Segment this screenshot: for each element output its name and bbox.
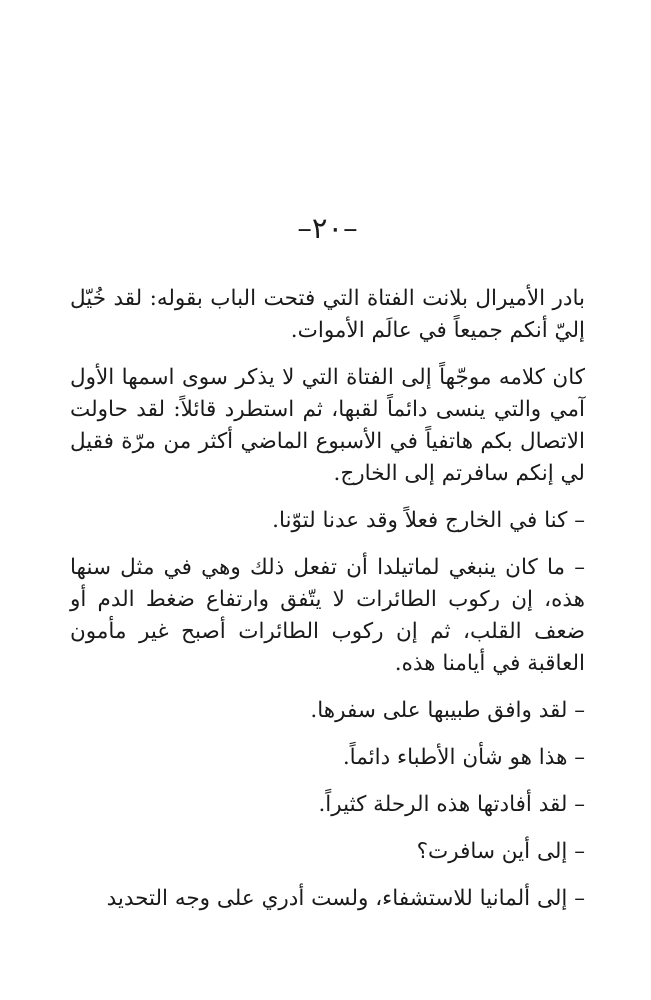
dialogue-line-1: – كنا في الخارج فعلاً وقد عدنا لتوّنا.: [272, 508, 585, 533]
page-body: [70, 283, 585, 915]
paragraph-1: بادر الأميرال بلانت الفتاة التي فتحت الباب بقوله: لقد خُيّل إليّ أنكم جميعاً في عالَم الأموات.: [70, 286, 585, 343]
dialogue-line-4: – هذا هو شأن الأطباء دائماً.: [342, 745, 585, 770]
dialogue-line-3: – لقد وافق طبيبها على سفرها.: [310, 698, 585, 723]
page-number: –٢٠–: [297, 211, 358, 245]
dialogue-line-7: – إلى ألمانيا للاستشفاء، ولست أدري على وجه التحديد: [106, 886, 585, 911]
dialogue-line-6: – إلى أين سافرت؟: [416, 839, 585, 864]
book-page: [70, 0, 585, 1000]
paragraph-2: كان كلامه موجّهاً إلى الفتاة التي لا يذكر سوى اسمها الأول آمي والتي ينسى دائماً لقبها، ثم استطرد قائلاً: لقد حاولت الاتصال بكم هاتفياً في الأسبوع الماضي أكثر من مرّة فقيل لي إنكم سافرتم إلى الخارج.: [70, 365, 585, 486]
dialogue-line-2: – ما كان ينبغي لماتيلدا أن تفعل ذلك وهي في مثل سنها هذه، إن ركوب الطائرات لا يتّفق وارتفاع ضغط الدم أو ضعف القلب، ثم إن ركوب الطائرات أصبح غير مأمون العاقبة في أيامنا هذه.: [70, 555, 585, 676]
dialogue-line-5: – لقد أفادتها هذه الرحلة كثيراً.: [318, 792, 585, 817]
